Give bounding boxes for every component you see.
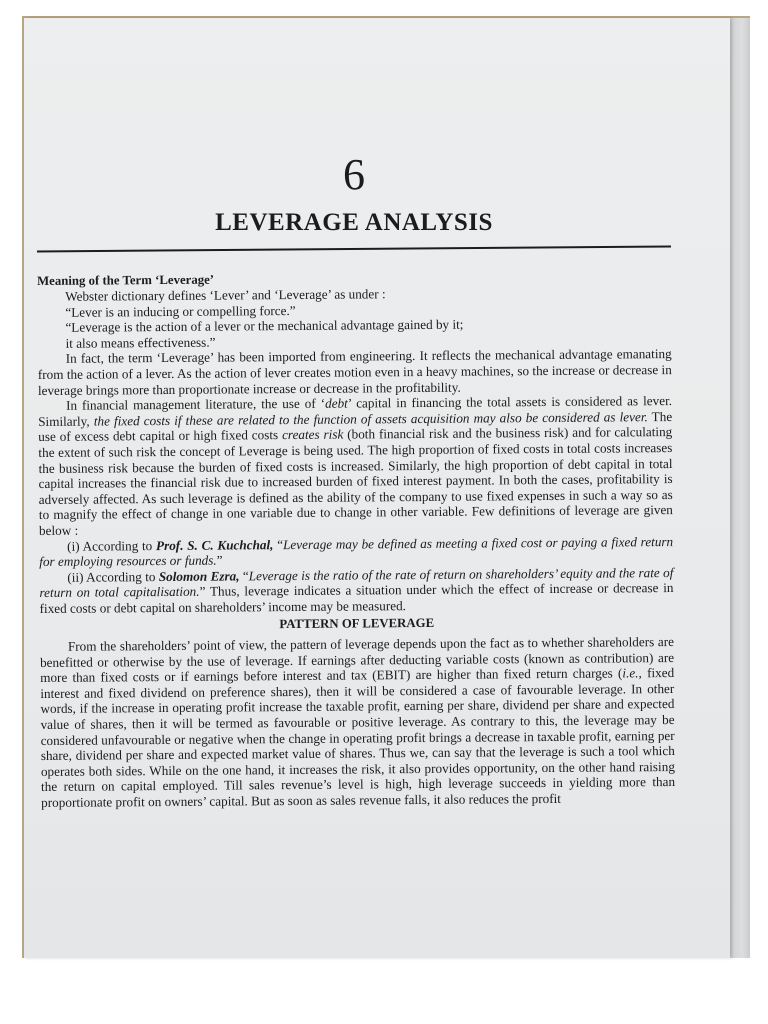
text-run: fixed interest and fixed dividend on preference shares), then it will be considered a case of favourable leverage. In other words, if the increase in operating profit increase the taxable profit, earning per share, dividend per share and expected value of shares, then it will be termed as favourable or positive leverage. As contrary to this, the leverage may be considered unfavourable or negative when the change in operating profit brings a decrease in taxable profit, earning per share, dividend per share and expected market value of shares. Thus we, can say that the leverage is such a tool which operates both sides. While on the one hand, it increases the risk, it also provides opportunity, on the other hand raising the return on capital employed. Till sales revenue’s level is high, high leverage succeeds in yielding more than proportionate profit on owners’ capital. But as soon as sales revenue falls, it also reduces the profit: [40, 665, 676, 810]
text-run: The use of excess debt capital or high fixed costs: [38, 408, 673, 445]
text-run: “: [273, 536, 284, 552]
text-run: ”: [216, 552, 223, 568]
page-content: [37, 150, 676, 811]
text-run: ” Thus, leverage indicates a situation under which the effect of increase or decrease in fixed costs or debt capital on shareholders’ income may be measured.: [39, 580, 674, 616]
text-run: “: [239, 568, 249, 584]
paragraph-financial-management: [38, 393, 673, 538]
definition-quote: Leverage is the ratio of the rate of return on shareholders’ equity and the rate of return on total capitalisation.: [39, 564, 674, 601]
definition-quote: Leverage may be defined as meeting a fixed cost or paying a fixed return for employing resources or funds.: [39, 533, 674, 570]
page-gutter-shadow: [730, 18, 750, 958]
paragraph-pattern: [40, 634, 675, 811]
quote-effectiveness: it also means effectiveness.”: [65, 334, 216, 351]
author-name: Solomon Ezra,: [158, 568, 240, 584]
text-run-italic: the fixed costs if these are related to the function of assets acquisition may also be considered as lever.: [93, 408, 648, 429]
text-run: (i) According to: [67, 537, 157, 554]
text-run: In financial management literature, the use of ‘: [65, 395, 326, 413]
text-run: (both financial risk and the business risk) and for calculating the extent of such risk the concept of Leverage is being used. The high proportion of fixed costs in total costs increases the business risk because the burden of fixed costs is increased. Similarly, the high proportion of debt capital in total capital increases the financial risk due to increased burden of fixed interest payment. In both the cases, profitability is adversely affected. As such leverage is defined as the ability of the company to use fixed expenses in such a way so as to magnify the effect of change in one variable due to change in other variable. Few definitions of leverage are given below :: [38, 424, 673, 538]
chapter-number: 6: [343, 150, 365, 199]
quote-leverage: “Leverage is the action of a lever or the mechanical advantage gained by it;: [65, 316, 464, 335]
section-heading-meaning: Meaning of the Term ‘Leverage’: [37, 272, 215, 288]
body-text: [37, 269, 675, 811]
text-run: (ii) According to: [67, 568, 159, 585]
text-run-italic: i.e.,: [622, 665, 642, 681]
text-run-italic: creates risk: [281, 426, 344, 443]
quote-lever: “Lever is an inducing or compelling force.”: [65, 302, 296, 320]
section-heading-pattern: PATTERN OF LEVERAGE: [279, 616, 435, 632]
definition-ezra: [39, 565, 673, 617]
text-run: ’ capital in financing the total assets is considered as lever. Similarly,: [38, 393, 673, 429]
paragraph-engineering: In fact, the term ‘Leverage’ has been imported from engineering. It reflects the mechanical advantage emanating from the action of a lever. As the action of lever creates motion even in a heavy machines, so the increase or decrease in leverage brings more than proportionate increase or decrease in the profitability.: [37, 346, 672, 398]
paragraph-webster: Webster dictionary defines ‘Lever’ and ‘Leverage’ as under :: [65, 286, 386, 304]
text-run: From the shareholders’ point of view, the pattern of leverage depends upon the fact as to whether shareholders are benefitted or otherwise by the use of leverage. If earnings after deducting variable costs (known as contribution) are more than fixed costs or if earnings before interest and tax (EBIT) are higher than fixed return charges (: [39, 634, 675, 686]
title-rule: [37, 246, 671, 253]
author-name: Prof. S. C. Kuchchal,: [155, 536, 274, 553]
definition-kuchchal: [39, 534, 673, 570]
chapter-title: LEVERAGE ANALYSIS: [215, 209, 493, 236]
text-run-italic: debt: [325, 395, 348, 411]
